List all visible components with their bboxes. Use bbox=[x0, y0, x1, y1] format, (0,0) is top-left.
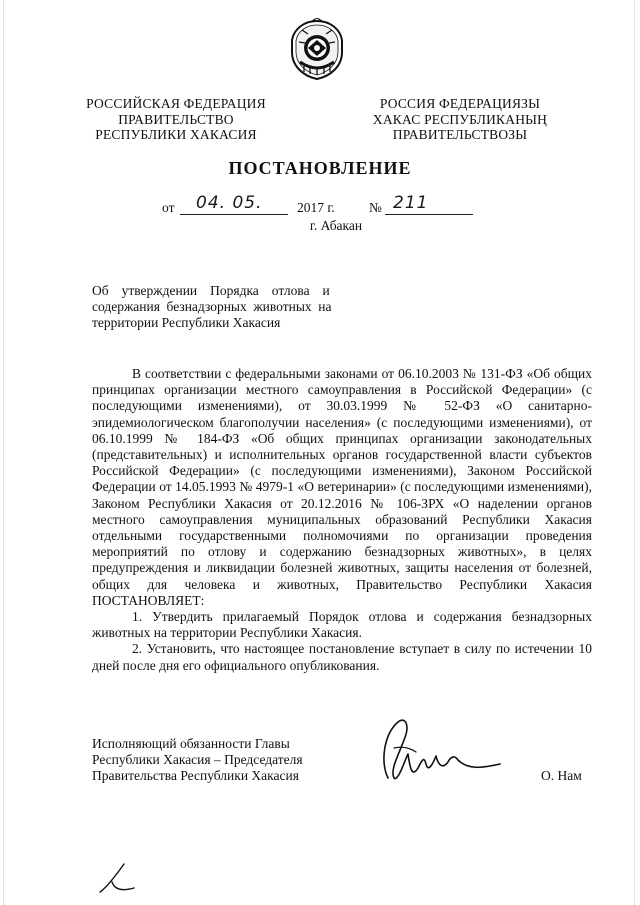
document-type-title: ПОСТАНОВЛЕНИЕ bbox=[228, 158, 412, 178]
date-number-line bbox=[0, 193, 640, 216]
subject-line: содержания безнадзорных животных на bbox=[92, 299, 332, 314]
header-right-line: ПРАВИТЕЛЬСТВОЗЫ bbox=[392, 127, 528, 142]
header-left-line: РОССИЙСКАЯ ФЕДЕРАЦИЯ bbox=[86, 96, 266, 111]
header-left-russian bbox=[56, 96, 296, 143]
handwritten-number: 211 bbox=[393, 193, 429, 213]
signatory-position-line: Республики Хакасия – Председателя bbox=[92, 752, 303, 767]
document-subject bbox=[92, 283, 348, 331]
header-left-line: ПРАВИТЕЛЬСТВО bbox=[118, 111, 234, 127]
number-underline bbox=[385, 214, 473, 215]
signatory-position-line: Исполняющий обязанности Главы bbox=[92, 736, 290, 751]
subject-line: территории Республики Хакасия bbox=[92, 315, 281, 330]
year-text: 2017 г. bbox=[297, 200, 335, 215]
subject-line: Об утверждении Порядка отлова и bbox=[92, 283, 330, 298]
header-right-line: ХАКАС РЕСПУБЛИКАНЫҢ bbox=[372, 111, 548, 127]
preamble-paragraph: В соответствии с федеральными законами от 06.10.2003 № 131-ФЗ «Об общих принципах организации местного самоуправления в Российской Федерации» (с последующими изменениями), от 30.03.1999 № 52-ФЗ «О санитарно-эпидемиологическом благополучии населения» (с последующими изменениями), от 06.10.1999 № 184-ФЗ «Об общих принципах организации законодательных (представительных) и исполнительных органов государственной власти субъектов Российской Федерации» (с последующими изменениями), Законом Российской Федерации от 14.05.1993 № 4979-1 «О ветеринарии» (с последующими изменениями), Законом Республики Хакасия от 20.12.2016 № 106-ЗРХ «О наделении органов местного самоуправления муниципальных образований Республики Хакасия отдельными государственными полномочиями по организации проведения мероприятий по отлову и содержанию безнадзорных животных», в целях предупреждения и ликвидации болезней животных, защиты населения от болезней, общих для человека и животных, Правительство Республики Хакасия ПОСТАНОВЛЯЕТ: bbox=[92, 366, 592, 608]
coat-of-arms-emblem bbox=[286, 18, 348, 82]
city-text: г. Абакан bbox=[309, 218, 363, 233]
number-label: № bbox=[369, 200, 382, 215]
signer-name: О. Нам bbox=[541, 768, 582, 783]
date-from-label: от bbox=[162, 200, 175, 215]
scan-edge-right bbox=[634, 0, 636, 905]
signatory-position-line: Правительства Республики Хакасия bbox=[92, 768, 299, 783]
handwritten-initials-mark bbox=[94, 858, 140, 898]
document-body bbox=[92, 366, 592, 674]
handwritten-date: 04. 05. bbox=[196, 193, 263, 213]
scan-edge-left bbox=[3, 0, 5, 905]
header-right-khakas bbox=[340, 96, 580, 143]
resolution-item-1: 1. Утвердить прилагаемый Порядок отлова и содержания безнадзорных животных на территории Республики Хакасия. bbox=[92, 609, 592, 641]
resolution-item-2: 2. Установить, что настоящее постановление вступает в силу по истечении 10 дней после дня его официального опубликования. bbox=[92, 641, 592, 673]
date-underline bbox=[180, 214, 288, 215]
header-right-line: РОССИЯ ФЕДЕРАЦИЯЗЫ bbox=[379, 96, 541, 111]
handwritten-signature bbox=[350, 712, 510, 792]
signatory-position bbox=[92, 736, 352, 784]
header-left-line: РЕСПУБЛИКИ ХАКАСИЯ bbox=[95, 127, 257, 142]
